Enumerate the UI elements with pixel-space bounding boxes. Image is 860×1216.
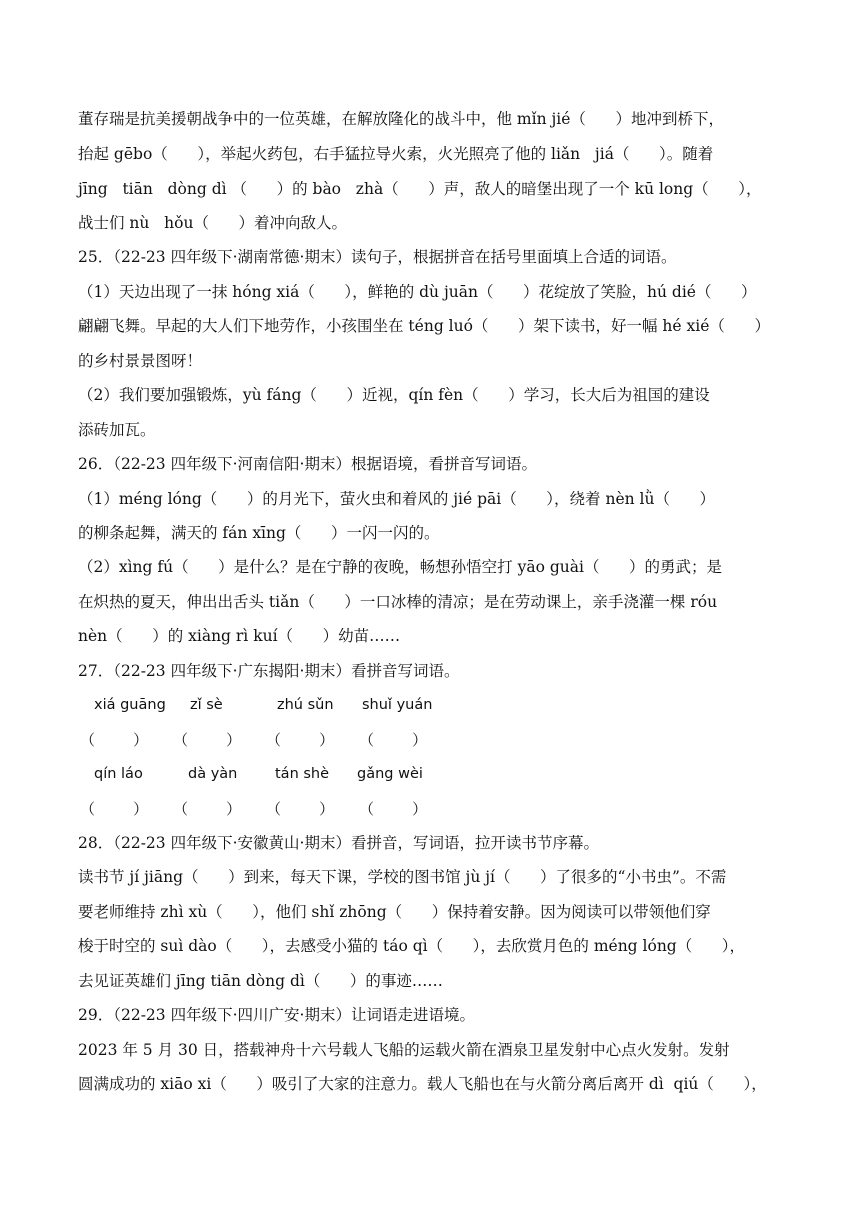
text-line: （2）我们要加强锻炼，yù fáng（ ）近视，qín fèn（ ）学习，长大后为祖国的建设 [78, 386, 710, 404]
answer-blank[interactable]: （ ） [80, 800, 149, 818]
text-line: （1）天边出现了一抹 hóng xiá（ ），鲜艳的 dù juān（ ）花绽放了笑脸，hú dié（ ） [78, 283, 757, 301]
text-line: 圆满成功的 xiāo xi（ ）吸引了大家的注意力。载人飞船也在与火箭分离后离开 dì qiú（ ）， [78, 1075, 767, 1093]
text-line: 2023 年 5 月 30 日，搭载神舟十六号载人飞船的运载火箭在酒泉卫星发射中心点火发射。发射 [78, 1041, 730, 1059]
text-line: 的乡村景景图呀！ [78, 352, 203, 370]
text-line: 梭于时空的 suì dào（ ），去感受小猫的 táo qì（ ），去欣赏月色的 méng lóng（ ）， [78, 937, 746, 955]
answer-blank[interactable]: （ ） [173, 800, 242, 818]
pinyin-word: zhú sǔn [277, 697, 334, 713]
answer-blank[interactable]: （ ） [266, 800, 335, 818]
pinyin-word: qín láo [94, 766, 143, 782]
text-line: （1）méng lóng（ ）的月光下，萤火虫和着风的 jié pāi（ ），绕着 nèn lǜ（ ） [78, 490, 716, 508]
question-heading: 27．（22-23 四年级下·广东揭阳·期末）看拼音写词语。 [78, 662, 460, 680]
pinyin-word: gǎng wèi [357, 766, 423, 782]
text-line: 读书节 jí jiāng（ ）到来，每天下课，学校的图书馆 jù jí（ ）了很多的“小书虫”。不需 [78, 868, 727, 886]
question-heading: 26．（22-23 四年级下·河南信阳·期末）根据语境，看拼音写词语。 [78, 455, 537, 473]
pinyin-word: xiá guāng [94, 697, 166, 713]
question-heading: 29．（22-23 四年级下·四川广安·期末）让词语走进语境。 [78, 1006, 475, 1024]
text-line: （2）xìng fú（ ）是什么？是在宁静的夜晚，畅想孙悟空打 yāo guài（ ）的勇武；是 [78, 558, 723, 576]
answer-blank[interactable]: （ ） [80, 731, 149, 749]
text-line: 要老师维持 zhì xù（ ），他们 shǐ zhōng（ ）保持着安静。因为阅读可以带领他们穿 [78, 903, 711, 921]
question-heading: 28．（22-23 四年级下·安徽黄山·期末）看拼音，写词语，拉开读书节序幕。 [78, 834, 599, 852]
text-line: 的柳条起舞，满天的 fán xīng（ ）一闪一闪的。 [78, 524, 440, 542]
answer-blank[interactable]: （ ） [173, 731, 242, 749]
answer-blank[interactable]: （ ） [359, 800, 428, 818]
text-line: 在炽热的夏天，伸出出舌头 tiǎn（ ）一口冰棒的清凉；是在劳动课上，亲手浇灌一棵 róu [78, 593, 718, 611]
question-heading: 25．（22-23 四年级下·湖南常德·期末）读句子，根据拼音在括号里面填上合适的词语。 [78, 248, 677, 266]
pinyin-word: tán shè [275, 766, 330, 782]
pinyin-word: shuǐ yuán [362, 697, 433, 713]
pinyin-word: dà yàn [188, 766, 238, 782]
pinyin-word: zǐ sè [190, 697, 223, 713]
text-line: 抬起 gēbo（ ），举起火药包，右手猛拉导火索，火光照亮了他的 liǎn jiá（ ）。随着 [78, 145, 714, 163]
text-line: jīng tiān dòng dì （ ）的 bào zhà（ ）声，敌人的暗堡出现了一个 kū long（ ）， [78, 180, 762, 198]
text-line: 翩翩飞舞。早起的大人们下地劳作，小孩围坐在 téng luó（ ）架下读书，好一幅 hé xié（ ） [78, 317, 770, 335]
text-line: 董存瑞是抗美援朝战争中的一位英雄，在解放隆化的战斗中，他 mǐn jié（ ）地冲到桥下， [78, 110, 724, 128]
text-line: 添砖加瓦。 [78, 421, 156, 439]
answer-blank[interactable]: （ ） [266, 731, 335, 749]
text-line: 去见证英雄们 jīng tiān dòng dì（ ）的事迹…… [78, 972, 443, 990]
text-line: 战士们 nù hǒu（ ）着冲向敌人。 [78, 214, 348, 232]
text-line: nèn（ ）的 xiàng rì kuí（ ）幼苗…… [78, 627, 401, 645]
answer-blank[interactable]: （ ） [359, 731, 428, 749]
